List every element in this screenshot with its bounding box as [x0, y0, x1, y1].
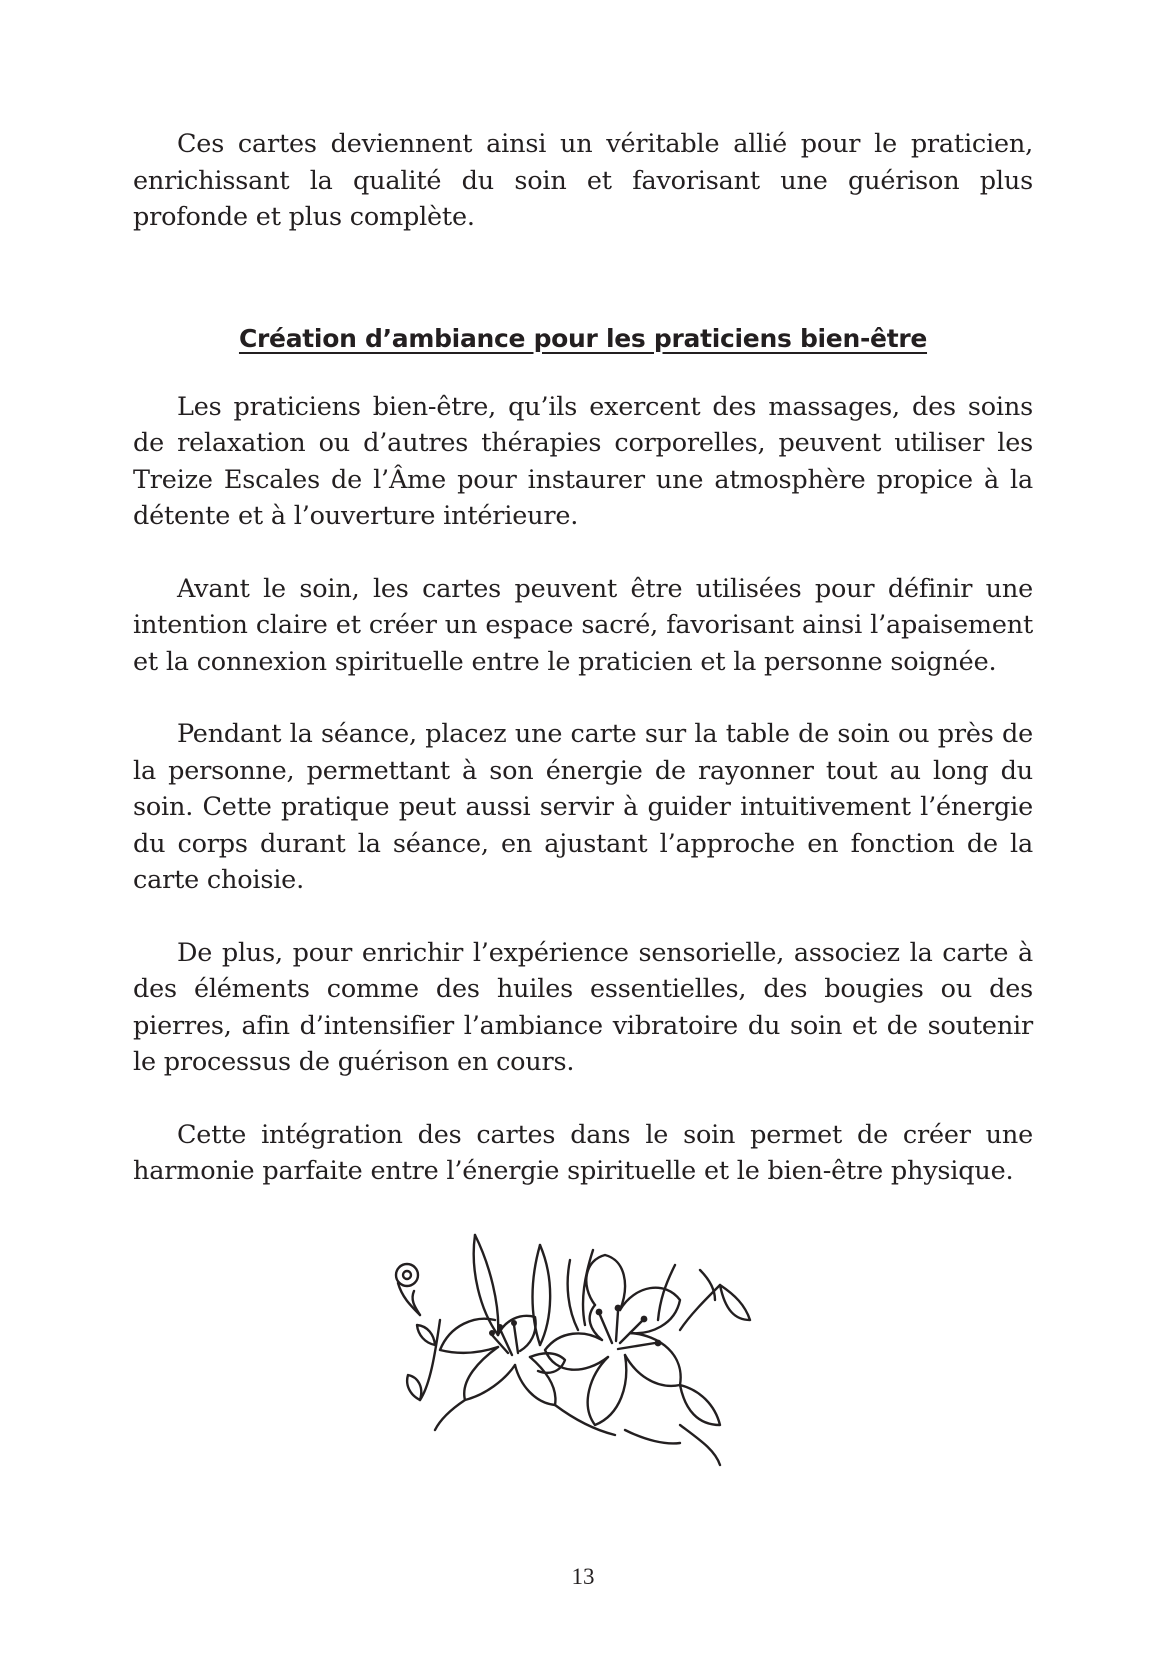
paragraph-1: Les praticiens bien-être, qu’ils exercent des massages, des soins de relaxation ou d’autres thérapies corporelles, peuvent utiliser les Treize Escales de l’Âme pour instaurer une atmosphère propice à la détente et à l’ouverture intérieure.	[133, 391, 1033, 531]
page-number: 13	[571, 1564, 595, 1589]
paragraph-4: De plus, pour enrichir l’expérience sensorielle, associez la carte à des éléments comme des huiles essentielles, des bougies ou des pierres, afin d’intensifier l’ambiance vibratoire du soin et de soutenir le processus de guérison en cours.	[133, 937, 1033, 1077]
floral-ornament-icon	[380, 1225, 790, 1470]
paragraph-5: Cette intégration des cartes dans le soin permet de créer une harmonie parfaite entre l’énergie spirituelle et le bien-être physique.	[133, 1119, 1033, 1186]
paragraph-intro: Ces cartes deviennent ainsi un véritable allié pour le praticien, enrichissant la qualité du soin et favorisant une guérison plus profonde et plus complète.	[133, 129, 1033, 232]
paragraph-2: Avant le soin, les cartes peuvent être utilisées pour définir une intention claire et créer un espace sacré, favorisant ainsi l’apaisement et la connexion spirituelle entre le praticien et la personne soignée.	[133, 573, 1033, 677]
section-heading: Création d’ambiance pour les praticiens bien-être	[238, 323, 928, 353]
paragraph-3: Pendant la séance, placez une carte sur la table de soin ou près de la personne, permettant à son énergie de rayonner tout au long du soin. Cette pratique peut aussi servir à guider intuitivement l’énergie du corps durant la séance, en ajustant l’approche en fonction de la carte choisie.	[133, 719, 1033, 895]
page-content	[133, 126, 1033, 1226]
